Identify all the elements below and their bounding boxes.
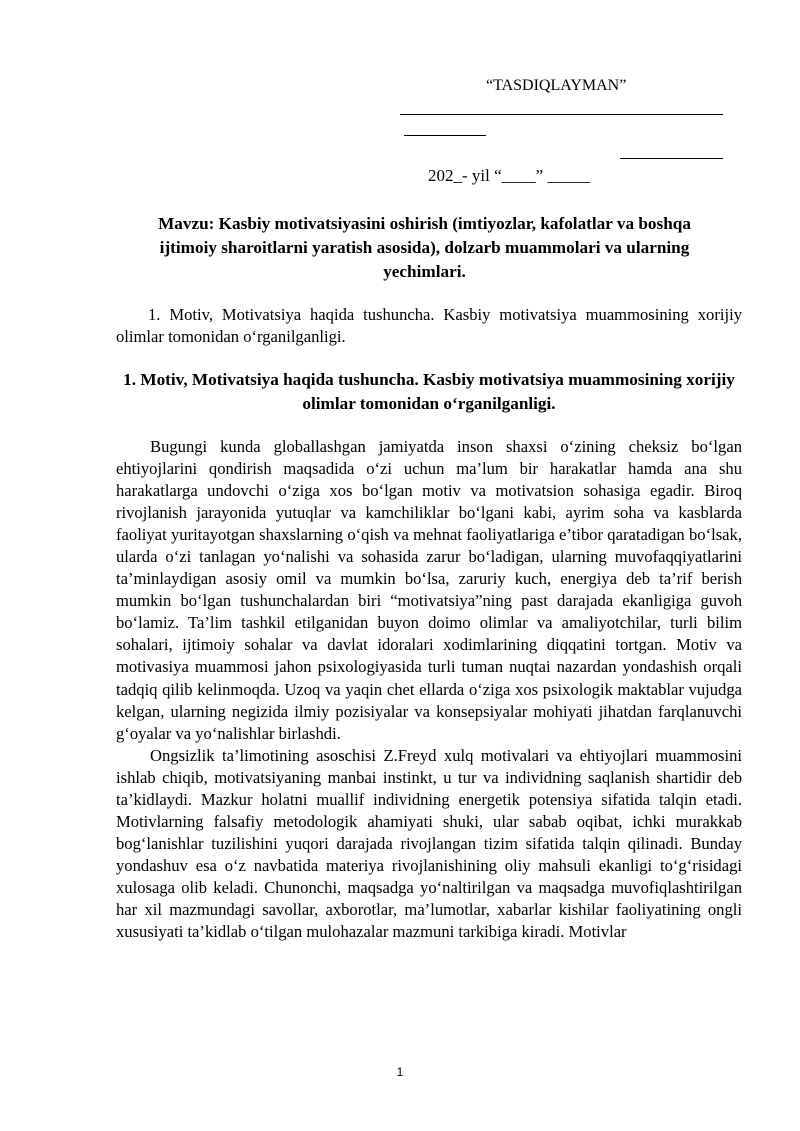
approval-title: “TASDIQLAYMAN” [486, 77, 627, 94]
paragraph-1: Bugungi kunda globallashgan jamiyatda inson shaxsi o‘zining cheksiz bo‘lgan ehtiyojlarini qondirish maqsadida o‘zi uchun ma’lum bir harakatlar hamda ana shu harakatlarga undovchi o‘ziga xos bo‘lgan motiv va motivatsion sohasiga egadir. Biroq rivojlanish jarayonida yutuqlar va kamchiliklar bo‘lgani kabi, ayrim soha va kasblarda faoliyat yuritayotgan shaxslarning o‘qish va mehnat faoliyatlariga e’tibor qaratadigan bo‘lsak, ularda o‘zi tanlagan yo‘nalishi va sohasida zarur bo‘ladigan, ularning muvofaqqiyatlarini ta’minlaydigan asosiy omil va mumkin bo‘lsa, zaruriy kuch, energiya deb ta’rif berish mumkin bo‘lgan tushunchalardan biri “motivatsiya”ning past darajada ekanligiga guvoh bo‘lamiz. Ta’lim tashkil etilganidan buyon doimo olimlar va amaliyotchilar, turli bilim sohalari, ijtimoiy sohalar va davlat idoralari xodimlarining diqqatini tortgan. Motiv va motivasiya muammosi jahon psixologiyasida turli tuman nuqtai nazardan yondashish orqali tadqiq qilib kelinmoqda. Uzoq va yaqin chet ellarda o‘ziga xos psixologik maktablar vujudga kelgan, ularning negizida ilmiy pozisiyalar va konsepsiyalar mohiyati jihatdan farqlanuvchi g‘oyalar va yo‘nalishlar birlashdi. [116, 437, 742, 743]
approval-date-line: 202_- yil “____” _____ [428, 166, 590, 185]
section-body [116, 436, 742, 943]
topic-title: Mavzu: Kasbiy motivatsiyasini oshirish (imtiyozlar, kafolatlar va boshqa ijtimoiy sharoitlarni yaratish asosida), dolzarb muammolari va ularning yechimlari. [158, 214, 691, 281]
outline-item-1: 1. Motiv, Motivatsiya haqida tushuncha. Kasbiy motivatsiya muammosining xorijiy olimlar tomonidan o‘rganilganligi. [116, 305, 742, 346]
signature-line-short [404, 135, 486, 136]
page-number: 1 [396, 1065, 404, 1079]
signature-line [400, 114, 723, 115]
name-line [620, 158, 723, 159]
section-heading: 1. Motiv, Motivatsiya haqida tushuncha. Kasbiy motivatsiya muammosining xorijiy olimlar tomonidan o‘rganilganligi. [123, 370, 735, 413]
paragraph-2: Ongsizlik ta’limotining asoschisi Z.Freyd xulq motivalari va ehtiyojlari muammosini ishlab chiqib, motivatsiyaning manbai instinkt, u tur va individning saqlanish shartidir deb ta’kidlaydi. Mazkur holatni muallif individning energetik potensiya sifatida talqin etadi. Motivlarning falsafiy metodologik ahamiyati shuki, ular sabab oqibat, ichki murakkab bog‘lanishlar tuzilishini yuqori darajada rivojlangan tizim sifatida talqin qilinadi. Bunday yondashuv esa o‘z navbatida materiya rivojlanishining oliy mahsuli ekanligi to‘g‘risidagi xulosaga olib keladi. Chunonchi, maqsadga yo‘naltirilgan va maqsadga muvofiqlashtirilgan har xil mazmundagi savollar, axborotlar, ma’lumotlar, xabarlar kishilar faoliyatining ongli xususiyati ta’kidlab o‘tilgan mulohazalar mazmuni tarkibiga kiradi. Motivlar [116, 745, 742, 942]
